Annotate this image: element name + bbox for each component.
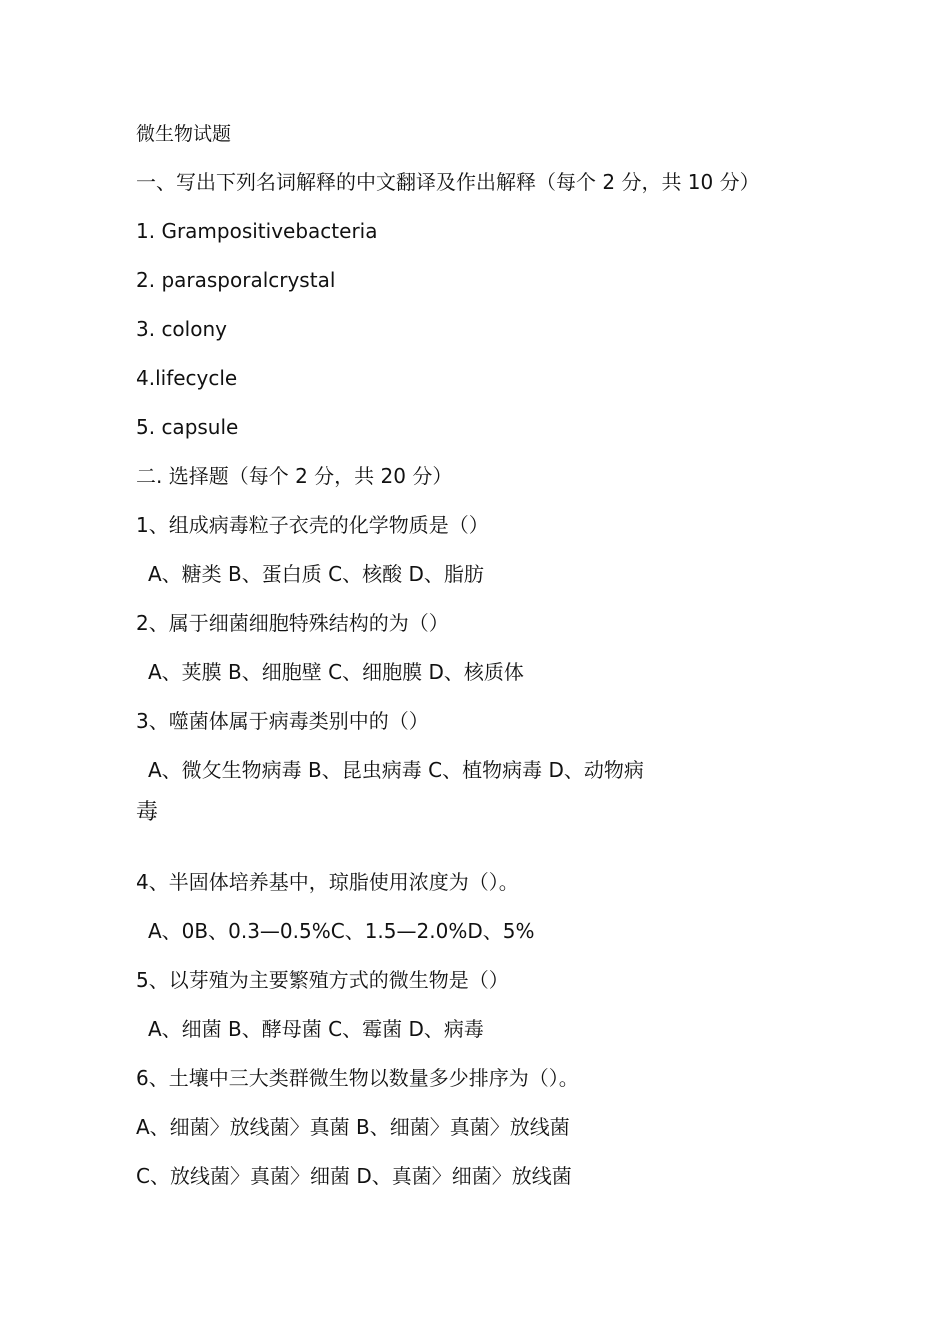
question-text: 4、半固体培养基中，琼脂使用浓度为（）。: [136, 870, 519, 894]
question-options: A、微攵生物病毒 B、昆虫病毒 C、植物病毒 D、动物病: [148, 758, 644, 782]
question-text: 2、属于细菌细胞特殊结构的为（）: [136, 611, 449, 635]
section2-heading: 二. 选择题（每个 2 分，共 20 分）: [136, 464, 453, 488]
term-item: 3. colony: [136, 317, 227, 341]
question-options: A、细菌 B、酵母菌 C、霉菌 D、病毒: [148, 1017, 484, 1041]
question-options: A、0B、0.3—0.5%C、1.5—2.0%D、5%: [148, 919, 535, 943]
question-text: 5、以芽殖为主要繁殖方式的微生物是（）: [136, 968, 509, 992]
question-text: 6、土壤中三大类群微生物以数量多少排序为（）。: [136, 1066, 579, 1090]
question-options: A、细菌〉放线菌〉真菌 B、细菌〉真菌〉放线菌: [136, 1115, 570, 1139]
term-item: 1. Grampositivebacteria: [136, 219, 378, 243]
document-title: 微生物试题: [136, 123, 232, 145]
question-options-continued: 毒: [136, 800, 159, 825]
question-text: 3、噬菌体属于病毒类别中的（）: [136, 709, 429, 733]
question-options: A、荚膜 B、细胞壁 C、细胞膜 D、核质体: [148, 660, 524, 684]
term-item: 2. parasporalcrystal: [136, 268, 336, 292]
term-item: 4.lifecycle: [136, 366, 238, 390]
question-text: 1、组成病毒粒子衣壳的化学物质是（）: [136, 513, 489, 537]
section1-heading: 一、写出下列名词解释的中文翻译及作出解释（每个 2 分，共 10 分）: [136, 170, 760, 194]
question-options-continued: C、放线菌〉真菌〉细菌 D、真菌〉细菌〉放线菌: [136, 1164, 572, 1188]
term-item: 5. capsule: [136, 415, 239, 439]
question-options: A、糖类 B、蛋白质 C、核酸 D、脂肪: [148, 562, 484, 586]
